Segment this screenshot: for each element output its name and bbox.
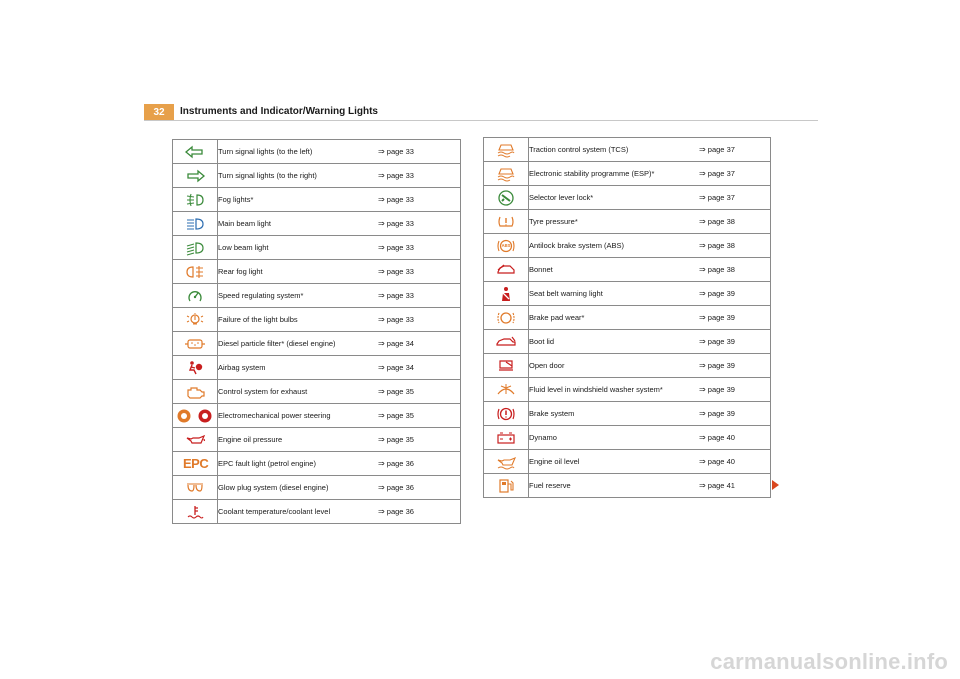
reference-arrow-icon: ⇒ bbox=[378, 507, 385, 516]
page-link[interactable]: page 41 bbox=[707, 481, 735, 490]
indicator-label: Tyre pressure* bbox=[529, 210, 700, 234]
table-row bbox=[173, 332, 461, 356]
table-row bbox=[484, 426, 771, 450]
abs-icon: ABS bbox=[495, 238, 517, 254]
epc-icon: EPC bbox=[183, 455, 209, 471]
icon-cell bbox=[484, 186, 529, 210]
table-row bbox=[173, 236, 461, 260]
coolant-temperature-icon bbox=[184, 504, 206, 520]
page-link[interactable]: page 40 bbox=[707, 457, 735, 466]
seat-belt-icon bbox=[495, 286, 517, 302]
open-door-icon bbox=[495, 358, 517, 374]
icon-cell bbox=[484, 138, 529, 162]
icon-cell bbox=[484, 402, 529, 426]
reference-arrow-icon: ⇒ bbox=[378, 411, 385, 420]
glow-plug-icon bbox=[184, 480, 206, 496]
table-row bbox=[484, 474, 771, 498]
table-row bbox=[173, 284, 461, 308]
page-reference[interactable] bbox=[699, 186, 771, 210]
icon-cell bbox=[484, 258, 529, 282]
indicator-label: Rear fog light bbox=[218, 260, 379, 284]
diesel-particle-filter-icon bbox=[184, 336, 206, 352]
page-link[interactable]: page 33 bbox=[386, 267, 414, 276]
indicator-label: Turn signal lights (to the left) bbox=[218, 140, 379, 164]
page-link[interactable]: page 38 bbox=[707, 241, 735, 250]
indicator-label: Traction control system (TCS) bbox=[529, 138, 700, 162]
icon-cell bbox=[173, 140, 218, 164]
low-beam-icon bbox=[184, 240, 206, 256]
reference-arrow-icon: ⇒ bbox=[699, 337, 706, 346]
page-title: Instruments and Indicator/Warning Lights bbox=[180, 106, 378, 117]
icon-cell bbox=[173, 452, 218, 476]
page-link[interactable]: page 36 bbox=[386, 483, 414, 492]
page-link[interactable]: page 39 bbox=[707, 337, 735, 346]
indicator-label: Brake pad wear* bbox=[529, 306, 700, 330]
indicator-label: Diesel particle filter* (diesel engine) bbox=[218, 332, 379, 356]
esp-icon bbox=[495, 166, 517, 182]
page-reference[interactable] bbox=[378, 212, 461, 236]
table-row bbox=[484, 138, 771, 162]
page-link[interactable]: page 37 bbox=[707, 145, 735, 154]
icon-cell bbox=[173, 284, 218, 308]
table-row bbox=[173, 140, 461, 164]
page-link[interactable]: page 33 bbox=[386, 243, 414, 252]
icon-cell bbox=[173, 332, 218, 356]
reference-arrow-icon: ⇒ bbox=[378, 195, 385, 204]
page-reference[interactable] bbox=[378, 404, 461, 428]
icon-cell bbox=[173, 500, 218, 524]
table-row bbox=[484, 282, 771, 306]
page-link[interactable]: page 33 bbox=[386, 315, 414, 324]
reference-arrow-icon: ⇒ bbox=[378, 363, 385, 372]
turn-right-arrow-icon bbox=[184, 168, 206, 184]
reference-arrow-icon: ⇒ bbox=[378, 171, 385, 180]
page-reference[interactable] bbox=[378, 188, 461, 212]
icon-cell bbox=[484, 474, 529, 498]
page-link[interactable]: page 33 bbox=[386, 171, 414, 180]
brake-pad-wear-icon bbox=[495, 310, 517, 326]
steering-wheel-icon bbox=[175, 408, 215, 424]
washer-fluid-icon bbox=[495, 382, 517, 398]
page-link[interactable]: page 37 bbox=[707, 169, 735, 178]
icon-cell bbox=[173, 164, 218, 188]
icon-cell bbox=[484, 162, 529, 186]
table-row bbox=[484, 354, 771, 378]
page-reference[interactable] bbox=[378, 308, 461, 332]
icon-cell bbox=[173, 476, 218, 500]
brake-system-icon bbox=[495, 406, 517, 422]
table-row bbox=[484, 450, 771, 474]
reference-arrow-icon: ⇒ bbox=[378, 243, 385, 252]
page-reference[interactable] bbox=[699, 210, 771, 234]
table-row bbox=[484, 186, 771, 210]
oil-level-icon bbox=[495, 454, 517, 470]
page-reference[interactable] bbox=[378, 380, 461, 404]
reference-arrow-icon: ⇒ bbox=[699, 385, 706, 394]
page-reference[interactable] bbox=[699, 402, 771, 426]
page-link[interactable]: page 34 bbox=[386, 363, 414, 372]
reference-arrow-icon: ⇒ bbox=[378, 435, 385, 444]
page-reference[interactable] bbox=[378, 260, 461, 284]
table-row bbox=[173, 452, 461, 476]
indicator-label: Low beam light bbox=[218, 236, 379, 260]
indicator-label: Antilock brake system (ABS) bbox=[529, 234, 700, 258]
page-reference[interactable] bbox=[699, 282, 771, 306]
table-row bbox=[484, 402, 771, 426]
reference-arrow-icon: ⇒ bbox=[699, 217, 706, 226]
page-link[interactable]: page 39 bbox=[707, 409, 735, 418]
traction-control-icon bbox=[495, 142, 517, 158]
page-link[interactable]: page 33 bbox=[386, 219, 414, 228]
table-row bbox=[484, 378, 771, 402]
page-link[interactable]: page 33 bbox=[386, 195, 414, 204]
page-reference[interactable] bbox=[699, 426, 771, 450]
page-reference[interactable] bbox=[699, 306, 771, 330]
selector-lever-lock-icon bbox=[495, 190, 517, 206]
page-link[interactable]: page 37 bbox=[707, 193, 735, 202]
reference-arrow-icon: ⇒ bbox=[699, 361, 706, 370]
page-reference[interactable] bbox=[378, 284, 461, 308]
watermark: carmanualsonline.info bbox=[710, 649, 948, 674]
page-link[interactable]: page 33 bbox=[386, 291, 414, 300]
indicator-table-left bbox=[172, 139, 461, 524]
page-reference[interactable] bbox=[699, 162, 771, 186]
oil-can-icon bbox=[184, 432, 206, 448]
icon-cell bbox=[173, 260, 218, 284]
indicator-label: Failure of the light bulbs bbox=[218, 308, 379, 332]
indicator-label: Engine oil pressure bbox=[218, 428, 379, 452]
bulb-failure-icon bbox=[184, 312, 206, 328]
table-row bbox=[173, 380, 461, 404]
page-link[interactable]: page 39 bbox=[707, 385, 735, 394]
indicator-label: Open door bbox=[529, 354, 700, 378]
reference-arrow-icon: ⇒ bbox=[378, 315, 385, 324]
page-reference[interactable] bbox=[699, 378, 771, 402]
page-link[interactable]: page 39 bbox=[707, 313, 735, 322]
indicator-label: Turn signal lights (to the right) bbox=[218, 164, 379, 188]
page-link[interactable]: page 33 bbox=[386, 147, 414, 156]
page-reference[interactable] bbox=[378, 236, 461, 260]
table-row bbox=[173, 428, 461, 452]
reference-arrow-icon: ⇒ bbox=[699, 457, 706, 466]
table-row bbox=[173, 404, 461, 428]
page-reference[interactable] bbox=[378, 452, 461, 476]
indicator-label: Electromechanical power steering bbox=[218, 404, 379, 428]
table-row bbox=[484, 234, 771, 258]
indicator-label: Engine oil level bbox=[529, 450, 700, 474]
indicator-label: Speed regulating system* bbox=[218, 284, 379, 308]
reference-arrow-icon: ⇒ bbox=[699, 265, 706, 274]
page-link[interactable]: page 39 bbox=[707, 289, 735, 298]
page-reference[interactable] bbox=[378, 164, 461, 188]
reference-arrow-icon: ⇒ bbox=[699, 313, 706, 322]
tyre-pressure-icon bbox=[495, 214, 517, 230]
indicator-label: Airbag system bbox=[218, 356, 379, 380]
reference-arrow-icon: ⇒ bbox=[378, 339, 385, 348]
icon-cell bbox=[484, 306, 529, 330]
next-page-arrow-icon[interactable] bbox=[772, 480, 779, 490]
reference-arrow-icon: ⇒ bbox=[699, 433, 706, 442]
page-number: 32 bbox=[144, 104, 174, 120]
indicator-label: Boot lid bbox=[529, 330, 700, 354]
icon-cell bbox=[484, 330, 529, 354]
table-row bbox=[173, 476, 461, 500]
reference-arrow-icon: ⇒ bbox=[378, 219, 385, 228]
page-reference[interactable] bbox=[699, 354, 771, 378]
icon-cell bbox=[484, 234, 529, 258]
page-reference[interactable] bbox=[378, 140, 461, 164]
icon-cell bbox=[484, 426, 529, 450]
indicator-label: Control system for exhaust bbox=[218, 380, 379, 404]
icon-cell bbox=[173, 428, 218, 452]
turn-left-arrow-icon bbox=[184, 144, 206, 160]
icon-cell bbox=[173, 308, 218, 332]
reference-arrow-icon: ⇒ bbox=[378, 483, 385, 492]
page-reference[interactable] bbox=[699, 450, 771, 474]
icon-cell bbox=[173, 212, 218, 236]
bonnet-icon bbox=[495, 262, 517, 278]
icon-cell bbox=[173, 380, 218, 404]
page-reference[interactable] bbox=[378, 428, 461, 452]
reference-arrow-icon: ⇒ bbox=[378, 387, 385, 396]
page-link[interactable]: page 35 bbox=[386, 435, 414, 444]
page-link[interactable]: page 39 bbox=[707, 361, 735, 370]
main-beam-icon bbox=[184, 216, 206, 232]
reference-arrow-icon: ⇒ bbox=[699, 193, 706, 202]
page-link[interactable]: page 35 bbox=[386, 387, 414, 396]
indicator-label: Brake system bbox=[529, 402, 700, 426]
reference-arrow-icon: ⇒ bbox=[699, 241, 706, 250]
reference-arrow-icon: ⇒ bbox=[378, 147, 385, 156]
icon-cell bbox=[484, 210, 529, 234]
fog-light-icon bbox=[184, 192, 206, 208]
indicator-table-right bbox=[483, 137, 771, 498]
indicator-label: Glow plug system (diesel engine) bbox=[218, 476, 379, 500]
page-reference[interactable] bbox=[699, 474, 771, 498]
indicator-label: Bonnet bbox=[529, 258, 700, 282]
rear-fog-light-icon bbox=[184, 264, 206, 280]
table-row bbox=[484, 258, 771, 282]
boot-lid-icon bbox=[495, 334, 517, 350]
engine-icon bbox=[184, 384, 206, 400]
table-row bbox=[173, 308, 461, 332]
icon-cell bbox=[484, 354, 529, 378]
icon-cell bbox=[173, 236, 218, 260]
page-link[interactable]: page 38 bbox=[707, 265, 735, 274]
reference-arrow-icon: ⇒ bbox=[378, 459, 385, 468]
reference-arrow-icon: ⇒ bbox=[378, 267, 385, 276]
indicator-label: Electronic stability programme (ESP)* bbox=[529, 162, 700, 186]
page-reference[interactable] bbox=[378, 356, 461, 380]
table-row bbox=[484, 306, 771, 330]
page-link[interactable]: page 40 bbox=[707, 433, 735, 442]
indicator-label: Seat belt warning light bbox=[529, 282, 700, 306]
reference-arrow-icon: ⇒ bbox=[699, 289, 706, 298]
page-link[interactable]: page 35 bbox=[386, 411, 414, 420]
indicator-label: EPC fault light (petrol engine) bbox=[218, 452, 379, 476]
reference-arrow-icon: ⇒ bbox=[699, 481, 706, 490]
page-link[interactable]: page 36 bbox=[386, 459, 414, 468]
icon-cell bbox=[173, 188, 218, 212]
table-row bbox=[173, 164, 461, 188]
icon-cell bbox=[173, 356, 218, 380]
table-row bbox=[173, 356, 461, 380]
page-reference[interactable] bbox=[699, 330, 771, 354]
table-row bbox=[484, 210, 771, 234]
icon-cell bbox=[173, 404, 218, 428]
indicator-label: Fog lights* bbox=[218, 188, 379, 212]
page-link[interactable]: page 36 bbox=[386, 507, 414, 516]
indicator-label: Selector lever lock* bbox=[529, 186, 700, 210]
reference-arrow-icon: ⇒ bbox=[699, 145, 706, 154]
indicator-label: Dynamo bbox=[529, 426, 700, 450]
speedometer-icon bbox=[184, 288, 206, 304]
fuel-pump-icon bbox=[495, 478, 517, 494]
indicator-label: Main beam light bbox=[218, 212, 379, 236]
icon-cell bbox=[484, 282, 529, 306]
reference-arrow-icon: ⇒ bbox=[699, 409, 706, 418]
page-link[interactable]: page 34 bbox=[386, 339, 414, 348]
icon-cell bbox=[484, 378, 529, 402]
reference-arrow-icon: ⇒ bbox=[378, 291, 385, 300]
indicator-label: Fuel reserve bbox=[529, 474, 700, 498]
table-row bbox=[173, 500, 461, 524]
indicator-label: Fluid level in windshield washer system* bbox=[529, 378, 700, 402]
page-reference[interactable] bbox=[378, 332, 461, 356]
table-row bbox=[173, 260, 461, 284]
battery-icon bbox=[495, 430, 517, 446]
icon-cell bbox=[484, 450, 529, 474]
page-link[interactable]: page 38 bbox=[707, 217, 735, 226]
table-row bbox=[173, 188, 461, 212]
indicator-label: Coolant temperature/coolant level bbox=[218, 500, 379, 524]
page-reference[interactable] bbox=[378, 500, 461, 524]
table-row bbox=[484, 330, 771, 354]
page-reference[interactable] bbox=[699, 234, 771, 258]
reference-arrow-icon: ⇒ bbox=[699, 169, 706, 178]
page-reference[interactable] bbox=[699, 258, 771, 282]
table-row bbox=[484, 162, 771, 186]
header-rule bbox=[144, 120, 818, 121]
table-row bbox=[173, 212, 461, 236]
page-reference[interactable] bbox=[699, 138, 771, 162]
page-reference[interactable] bbox=[378, 476, 461, 500]
airbag-icon bbox=[184, 360, 206, 376]
